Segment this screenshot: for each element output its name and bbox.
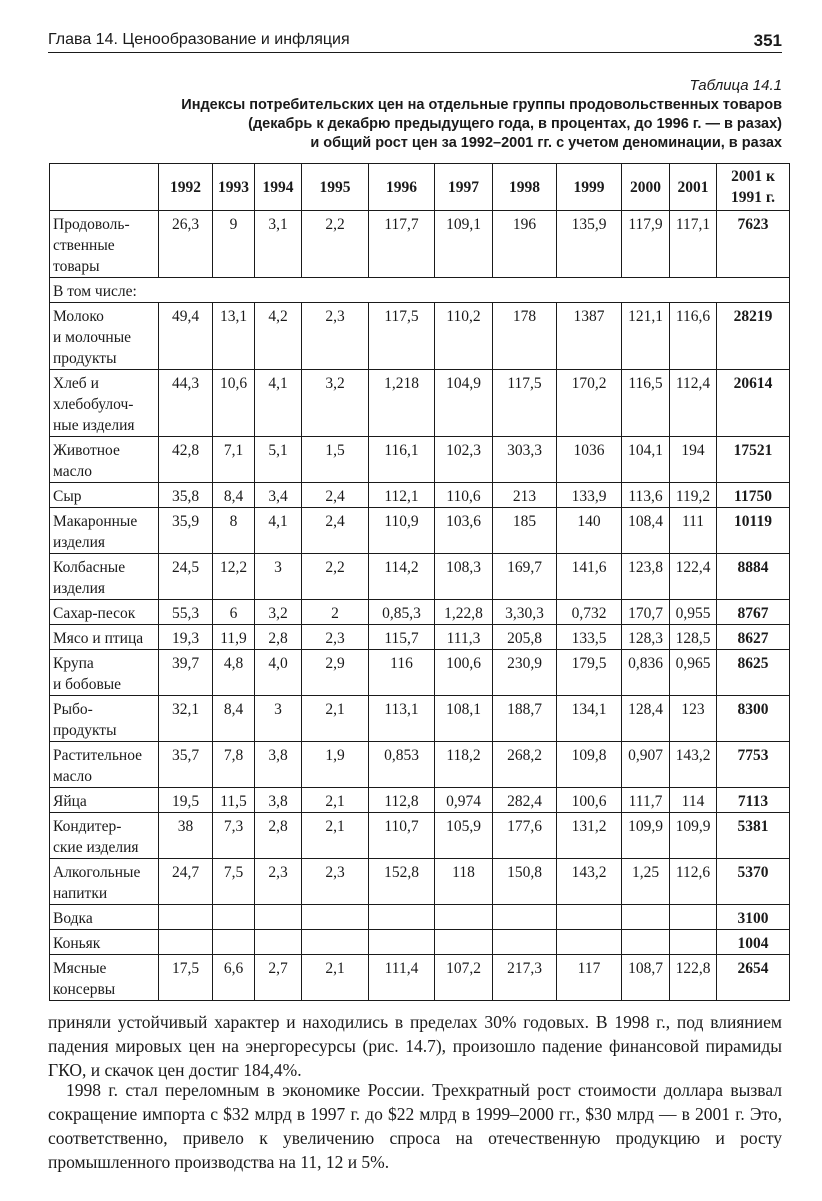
value-cell: 107,2 xyxy=(435,955,493,1001)
value-cell: 196 xyxy=(493,211,557,278)
value-cell: 117,5 xyxy=(369,303,435,370)
total-cell: 1004 xyxy=(717,930,790,955)
value-cell xyxy=(255,930,302,955)
value-cell: 111,3 xyxy=(435,625,493,650)
total-cell: 3100 xyxy=(717,905,790,930)
value-cell: 2,8 xyxy=(255,813,302,859)
value-cell: 128,3 xyxy=(622,625,670,650)
value-cell: 35,9 xyxy=(159,508,213,554)
value-cell: 5,1 xyxy=(255,437,302,483)
value-cell: 112,1 xyxy=(369,483,435,508)
value-cell: 188,7 xyxy=(493,696,557,742)
row-label: Сахар-песок xyxy=(50,600,159,625)
table-row xyxy=(50,955,790,1001)
table-title-line: Индексы потребительских цен на отдельные группы продовольственных товаров xyxy=(181,97,782,113)
value-cell: 2,2 xyxy=(302,211,369,278)
value-cell: 116,1 xyxy=(369,437,435,483)
value-cell: 2,1 xyxy=(302,955,369,1001)
row-label: Хлеб и хлебобулоч- ные изделия xyxy=(50,370,159,437)
value-cell: 35,8 xyxy=(159,483,213,508)
row-label: Мясо и птица xyxy=(50,625,159,650)
value-cell: 213 xyxy=(493,483,557,508)
table-row xyxy=(50,625,790,650)
value-cell: 4,2 xyxy=(255,303,302,370)
value-cell: 0,85,3 xyxy=(369,600,435,625)
value-cell xyxy=(670,905,717,930)
value-cell: 44,3 xyxy=(159,370,213,437)
value-cell: 2,3 xyxy=(302,859,369,905)
header-cell-year: 1994 xyxy=(255,164,302,211)
value-cell: 0,853 xyxy=(369,742,435,788)
value-cell: 143,2 xyxy=(670,742,717,788)
row-label: Растительное масло xyxy=(50,742,159,788)
table-row xyxy=(50,650,790,696)
table-title xyxy=(62,96,782,153)
value-cell xyxy=(493,930,557,955)
value-cell: 177,6 xyxy=(493,813,557,859)
value-cell: 1,22,8 xyxy=(435,600,493,625)
header-cell-year: 1993 xyxy=(213,164,255,211)
value-cell: 2,1 xyxy=(302,696,369,742)
value-cell: 303,3 xyxy=(493,437,557,483)
row-label: Мясные консервы xyxy=(50,955,159,1001)
value-cell: 133,9 xyxy=(557,483,622,508)
value-cell: 123,8 xyxy=(622,554,670,600)
value-cell xyxy=(369,905,435,930)
table-row xyxy=(50,437,790,483)
value-cell xyxy=(670,930,717,955)
total-cell: 7623 xyxy=(717,211,790,278)
value-cell: 282,4 xyxy=(493,788,557,813)
row-label: Водка xyxy=(50,905,159,930)
total-cell: 28219 xyxy=(717,303,790,370)
value-cell: 117,5 xyxy=(493,370,557,437)
value-cell: 108,7 xyxy=(622,955,670,1001)
value-cell: 113,1 xyxy=(369,696,435,742)
subgroup-label: В том числе: xyxy=(50,278,790,303)
value-cell: 100,6 xyxy=(557,788,622,813)
value-cell: 4,1 xyxy=(255,370,302,437)
table-row xyxy=(50,600,790,625)
value-cell: 152,8 xyxy=(369,859,435,905)
table-row xyxy=(50,483,790,508)
value-cell: 109,1 xyxy=(435,211,493,278)
table-row xyxy=(50,303,790,370)
value-cell: 2 xyxy=(302,600,369,625)
value-cell: 170,7 xyxy=(622,600,670,625)
value-cell: 2,3 xyxy=(302,625,369,650)
value-cell xyxy=(435,905,493,930)
header-cell-empty xyxy=(50,164,159,211)
body-paragraph: приняли устойчивый характер и находились в пределах 30% годовых. В 1998 г., под влиянием падения мировых цен на энергоресурсы (рис. 14.7), произошло падение финансовой пирамиды ГКО, и скачок цен достиг 184,4%. xyxy=(48,1012,782,1080)
value-cell: 10,6 xyxy=(213,370,255,437)
total-cell: 17521 xyxy=(717,437,790,483)
row-label: Яйца xyxy=(50,788,159,813)
value-cell: 7,1 xyxy=(213,437,255,483)
value-cell: 3,2 xyxy=(302,370,369,437)
value-cell: 1036 xyxy=(557,437,622,483)
table-row xyxy=(50,211,790,278)
value-cell: 11,5 xyxy=(213,788,255,813)
row-label: Рыбо- продукты xyxy=(50,696,159,742)
header-cell-year: 1998 xyxy=(493,164,557,211)
value-cell: 11,9 xyxy=(213,625,255,650)
value-cell: 117,9 xyxy=(622,211,670,278)
row-label: Колбасные изделия xyxy=(50,554,159,600)
value-cell: 104,9 xyxy=(435,370,493,437)
value-cell: 2,1 xyxy=(302,788,369,813)
value-cell: 230,9 xyxy=(493,650,557,696)
value-cell: 42,8 xyxy=(159,437,213,483)
header-cell-year: 1995 xyxy=(302,164,369,211)
value-cell: 3,2 xyxy=(255,600,302,625)
value-cell: 122,8 xyxy=(670,955,717,1001)
value-cell: 1387 xyxy=(557,303,622,370)
value-cell: 118,2 xyxy=(435,742,493,788)
value-cell: 110,7 xyxy=(369,813,435,859)
value-cell: 0,836 xyxy=(622,650,670,696)
value-cell: 217,3 xyxy=(493,955,557,1001)
value-cell: 1,9 xyxy=(302,742,369,788)
value-cell: 112,8 xyxy=(369,788,435,813)
value-cell: 117 xyxy=(557,955,622,1001)
value-cell: 55,3 xyxy=(159,600,213,625)
value-cell: 116,6 xyxy=(670,303,717,370)
total-cell: 7753 xyxy=(717,742,790,788)
value-cell: 104,1 xyxy=(622,437,670,483)
value-cell: 115,7 xyxy=(369,625,435,650)
value-cell: 143,2 xyxy=(557,859,622,905)
value-cell: 268,2 xyxy=(493,742,557,788)
value-cell: 2,1 xyxy=(302,813,369,859)
total-cell: 8627 xyxy=(717,625,790,650)
chapter-title: Глава 14. Ценообразование и инфляция xyxy=(48,31,350,48)
value-cell: 49,4 xyxy=(159,303,213,370)
header-cell-total: 2001 к 1991 г. xyxy=(717,164,790,211)
value-cell: 0,955 xyxy=(670,600,717,625)
table-row xyxy=(50,930,790,955)
value-cell: 135,9 xyxy=(557,211,622,278)
total-cell: 8625 xyxy=(717,650,790,696)
table-row xyxy=(50,696,790,742)
value-cell: 117,7 xyxy=(369,211,435,278)
total-cell: 7113 xyxy=(717,788,790,813)
value-cell: 3,8 xyxy=(255,742,302,788)
value-cell: 110,2 xyxy=(435,303,493,370)
value-cell: 133,5 xyxy=(557,625,622,650)
value-cell: 4,8 xyxy=(213,650,255,696)
value-cell: 114 xyxy=(670,788,717,813)
value-cell xyxy=(557,930,622,955)
value-cell: 122,4 xyxy=(670,554,717,600)
value-cell: 205,8 xyxy=(493,625,557,650)
value-cell: 3 xyxy=(255,696,302,742)
value-cell: 116 xyxy=(369,650,435,696)
table-row xyxy=(50,788,790,813)
total-cell: 2654 xyxy=(717,955,790,1001)
body-paragraph: 1998 г. стал переломным в экономике России. Трехкратный рост стоимости доллара вызвал сокращение импорта с $32 млрд в 1997 г. до $22 млрд в 1999–2000 гг., $30 млрд — в 2001 г. Это, соответственно, привело к увеличению спроса на отечественную продукцию и росту промышленного производства на 11, 12 и 5%. xyxy=(48,1080,782,1172)
value-cell: 170,2 xyxy=(557,370,622,437)
value-cell xyxy=(213,905,255,930)
value-cell: 109,9 xyxy=(670,813,717,859)
value-cell: 26,3 xyxy=(159,211,213,278)
value-cell: 4,1 xyxy=(255,508,302,554)
value-cell: 117,1 xyxy=(670,211,717,278)
value-cell: 103,6 xyxy=(435,508,493,554)
value-cell: 3,30,3 xyxy=(493,600,557,625)
value-cell: 7,5 xyxy=(213,859,255,905)
total-cell: 11750 xyxy=(717,483,790,508)
value-cell: 109,8 xyxy=(557,742,622,788)
total-cell: 20614 xyxy=(717,370,790,437)
header-cell-year: 2000 xyxy=(622,164,670,211)
value-cell: 19,5 xyxy=(159,788,213,813)
header-cell-year: 1997 xyxy=(435,164,493,211)
value-cell: 113,6 xyxy=(622,483,670,508)
value-cell: 12,2 xyxy=(213,554,255,600)
header-cell-year: 1996 xyxy=(369,164,435,211)
table-row xyxy=(50,278,790,303)
value-cell: 1,218 xyxy=(369,370,435,437)
value-cell: 128,4 xyxy=(622,696,670,742)
value-cell xyxy=(302,930,369,955)
value-cell: 118 xyxy=(435,859,493,905)
value-cell: 2,4 xyxy=(302,483,369,508)
value-cell: 24,5 xyxy=(159,554,213,600)
value-cell: 0,965 xyxy=(670,650,717,696)
value-cell: 6 xyxy=(213,600,255,625)
value-cell: 112,6 xyxy=(670,859,717,905)
value-cell: 121,1 xyxy=(622,303,670,370)
value-cell xyxy=(159,905,213,930)
value-cell: 179,5 xyxy=(557,650,622,696)
value-cell xyxy=(622,905,670,930)
table-row xyxy=(50,859,790,905)
value-cell: 111,7 xyxy=(622,788,670,813)
table-row xyxy=(50,905,790,930)
total-cell: 5381 xyxy=(717,813,790,859)
value-cell xyxy=(557,905,622,930)
value-cell: 111,4 xyxy=(369,955,435,1001)
header-cell-year: 1992 xyxy=(159,164,213,211)
value-cell: 1,5 xyxy=(302,437,369,483)
value-cell: 2,2 xyxy=(302,554,369,600)
table-header-row xyxy=(50,164,790,211)
value-cell: 7,8 xyxy=(213,742,255,788)
value-cell: 108,1 xyxy=(435,696,493,742)
row-label: Молоко и молочные продукты xyxy=(50,303,159,370)
value-cell: 123 xyxy=(670,696,717,742)
value-cell: 116,5 xyxy=(622,370,670,437)
value-cell: 185 xyxy=(493,508,557,554)
value-cell: 2,3 xyxy=(302,303,369,370)
value-cell: 4,0 xyxy=(255,650,302,696)
total-cell: 8884 xyxy=(717,554,790,600)
table-row xyxy=(50,508,790,554)
value-cell xyxy=(622,930,670,955)
value-cell: 3,8 xyxy=(255,788,302,813)
value-cell: 1,25 xyxy=(622,859,670,905)
value-cell: 3,1 xyxy=(255,211,302,278)
value-cell: 194 xyxy=(670,437,717,483)
value-cell: 32,1 xyxy=(159,696,213,742)
value-cell: 24,7 xyxy=(159,859,213,905)
value-cell: 119,2 xyxy=(670,483,717,508)
value-cell xyxy=(435,930,493,955)
value-cell: 134,1 xyxy=(557,696,622,742)
table-label: Таблица 14.1 xyxy=(689,77,782,94)
value-cell: 0,907 xyxy=(622,742,670,788)
header-cell-year: 1999 xyxy=(557,164,622,211)
table-row xyxy=(50,813,790,859)
value-cell: 105,9 xyxy=(435,813,493,859)
value-cell: 131,2 xyxy=(557,813,622,859)
value-cell: 102,3 xyxy=(435,437,493,483)
value-cell: 13,1 xyxy=(213,303,255,370)
table-title-line: и общий рост цен за 1992–2001 гг. с учетом деноминации, в разах xyxy=(310,135,782,151)
price-index-table xyxy=(49,163,790,1001)
table-row xyxy=(50,554,790,600)
header-cell-year: 2001 xyxy=(670,164,717,211)
value-cell: 109,9 xyxy=(622,813,670,859)
value-cell: 2,7 xyxy=(255,955,302,1001)
value-cell: 39,7 xyxy=(159,650,213,696)
row-label: Сыр xyxy=(50,483,159,508)
value-cell: 8 xyxy=(213,508,255,554)
value-cell xyxy=(213,930,255,955)
total-cell: 8300 xyxy=(717,696,790,742)
value-cell: 0,974 xyxy=(435,788,493,813)
value-cell: 2,9 xyxy=(302,650,369,696)
value-cell xyxy=(255,905,302,930)
row-label: Макаронные изделия xyxy=(50,508,159,554)
value-cell: 140 xyxy=(557,508,622,554)
row-label: Крупа и бобовые xyxy=(50,650,159,696)
value-cell: 0,732 xyxy=(557,600,622,625)
value-cell xyxy=(493,905,557,930)
total-cell: 5370 xyxy=(717,859,790,905)
value-cell: 19,3 xyxy=(159,625,213,650)
value-cell: 3 xyxy=(255,554,302,600)
total-cell: 8767 xyxy=(717,600,790,625)
value-cell: 111 xyxy=(670,508,717,554)
value-cell: 110,6 xyxy=(435,483,493,508)
value-cell: 178 xyxy=(493,303,557,370)
value-cell: 108,4 xyxy=(622,508,670,554)
value-cell: 112,4 xyxy=(670,370,717,437)
value-cell: 2,8 xyxy=(255,625,302,650)
row-label: Коньяк xyxy=(50,930,159,955)
value-cell: 35,7 xyxy=(159,742,213,788)
value-cell: 108,3 xyxy=(435,554,493,600)
row-label: Алкогольные напитки xyxy=(50,859,159,905)
value-cell: 8,4 xyxy=(213,696,255,742)
value-cell: 100,6 xyxy=(435,650,493,696)
value-cell: 150,8 xyxy=(493,859,557,905)
value-cell: 6,6 xyxy=(213,955,255,1001)
page-header xyxy=(48,30,782,53)
value-cell xyxy=(159,930,213,955)
value-cell: 17,5 xyxy=(159,955,213,1001)
table-row xyxy=(50,742,790,788)
table-title-line: (декабрь к декабрю предыдущего года, в процентах, до 1996 г. — в разах) xyxy=(248,116,782,132)
row-label: Продоволь- ственные товары xyxy=(50,211,159,278)
total-cell: 10119 xyxy=(717,508,790,554)
value-cell: 2,3 xyxy=(255,859,302,905)
value-cell: 9 xyxy=(213,211,255,278)
value-cell: 2,4 xyxy=(302,508,369,554)
row-label: Кондитер- ские изделия xyxy=(50,813,159,859)
row-label: Животное масло xyxy=(50,437,159,483)
value-cell: 8,4 xyxy=(213,483,255,508)
value-cell: 169,7 xyxy=(493,554,557,600)
value-cell: 7,3 xyxy=(213,813,255,859)
value-cell: 114,2 xyxy=(369,554,435,600)
value-cell: 110,9 xyxy=(369,508,435,554)
value-cell: 128,5 xyxy=(670,625,717,650)
value-cell: 141,6 xyxy=(557,554,622,600)
value-cell: 38 xyxy=(159,813,213,859)
value-cell: 3,4 xyxy=(255,483,302,508)
page-number: 351 xyxy=(753,31,782,50)
value-cell xyxy=(369,930,435,955)
value-cell xyxy=(302,905,369,930)
table-row xyxy=(50,370,790,437)
